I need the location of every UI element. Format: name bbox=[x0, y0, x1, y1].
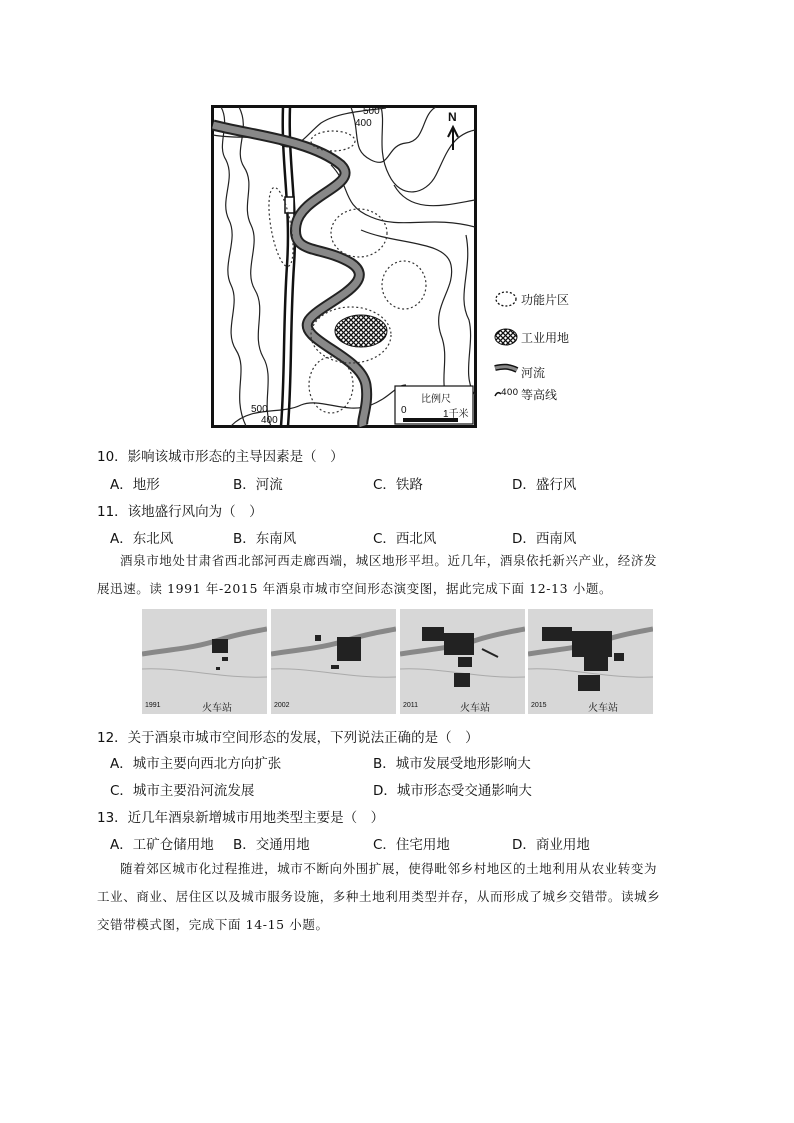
contour-label-bottom-400: 400 bbox=[261, 415, 278, 426]
evolution-panel-2015 bbox=[528, 609, 653, 714]
panel-station-1991: 火车站 bbox=[202, 703, 232, 714]
legend-river: 河流 bbox=[521, 366, 546, 380]
q11-stem: 11．该地盛行风向为（ ） bbox=[97, 504, 263, 520]
passage2-line2: 工业、商业、居住区以及城市服务设施，多种土地利用类型并存，从而形成了城乡交错带。读城乡 bbox=[97, 889, 661, 904]
legend-contour: 等高线 bbox=[521, 388, 558, 402]
q11-option-b[interactable]: B．东南风 bbox=[233, 531, 297, 547]
q11-option-c[interactable]: C．西北风 bbox=[373, 531, 437, 547]
q11-option-a[interactable]: A．东北风 bbox=[110, 531, 174, 547]
panel-year-1991: 1991 bbox=[145, 702, 161, 709]
station-icon bbox=[285, 197, 294, 213]
panel-year-2002: 2002 bbox=[274, 702, 290, 709]
q13-stem: 13．近几年酒泉新增城市用地类型主要是（ ） bbox=[97, 810, 385, 826]
legend-functional: 功能片区 bbox=[521, 293, 570, 307]
q11-option-d[interactable]: D．西南风 bbox=[512, 531, 577, 547]
scale-title: 比例尺 bbox=[421, 394, 451, 405]
map-legend bbox=[493, 288, 613, 408]
q10-option-a[interactable]: A．地形 bbox=[110, 477, 160, 493]
city-form-map bbox=[211, 105, 477, 428]
contour-label-top-400: 400 bbox=[355, 118, 372, 129]
q13-option-b[interactable]: B．交通用地 bbox=[233, 837, 310, 853]
passage1-line2: 展迅速。读 1991 年-2015 年酒泉市城市空间形态演变图，据此完成下面 12-13 小题。 bbox=[97, 581, 613, 596]
evolution-panel-2011 bbox=[400, 609, 525, 714]
q10-option-c[interactable]: C．铁路 bbox=[373, 477, 423, 493]
contour-label-top-500: 500 bbox=[363, 106, 380, 117]
evolution-panel-1991 bbox=[142, 609, 267, 714]
contour-label-bottom-500: 500 bbox=[251, 404, 268, 415]
q12-option-c[interactable]: C．城市主要沿河流发展 bbox=[110, 783, 255, 799]
dashed-ellipse-icon bbox=[496, 292, 516, 306]
panel-station-2011: 火车站 bbox=[460, 703, 490, 714]
q10-option-d[interactable]: D．盛行风 bbox=[512, 477, 577, 493]
crosshatch-ellipse-icon bbox=[495, 329, 517, 345]
legend-contour-value: 400 bbox=[501, 388, 519, 398]
scale-zero: 0 bbox=[401, 405, 407, 416]
panel-year-2011: 2011 bbox=[403, 702, 419, 709]
q10-stem: 10．影响该城市形态的主导因素是（ ） bbox=[97, 449, 344, 465]
q12-stem: 12．关于酒泉市城市空间形态的发展，下列说法正确的是（ ） bbox=[97, 730, 479, 746]
q12-option-b[interactable]: B．城市发展受地形影响大 bbox=[373, 756, 531, 772]
evolution-panel-2002 bbox=[271, 609, 396, 714]
panel-year-2015: 2015 bbox=[531, 702, 547, 709]
map-svg bbox=[211, 105, 477, 428]
scale-unit: 1千米 bbox=[443, 409, 469, 420]
q12-option-d[interactable]: D．城市形态受交通影响大 bbox=[373, 783, 532, 799]
industrial-land bbox=[335, 315, 387, 347]
passage2-line1: 随着郊区城市化过程推进，城市不断向外围扩展，使得毗邻乡村地区的土地利用从农业转变为 bbox=[120, 861, 658, 876]
panel-station-2015: 火车站 bbox=[588, 703, 618, 714]
q13-option-d[interactable]: D．商业用地 bbox=[512, 837, 590, 853]
passage2-line3: 交错带模式图，完成下面 14-15 小题。 bbox=[97, 917, 329, 932]
north-label: N bbox=[448, 110, 457, 124]
q13-option-c[interactable]: C．住宅用地 bbox=[373, 837, 450, 853]
q12-option-a[interactable]: A．城市主要向西北方向扩张 bbox=[110, 756, 282, 772]
passage1-line1: 酒泉市地处甘肃省西北部河西走廊西端，城区地形平坦。近几年，酒泉依托新兴产业，经济发 bbox=[120, 553, 658, 568]
legend-industrial: 工业用地 bbox=[521, 331, 570, 345]
q13-option-a[interactable]: A．工矿仓储用地 bbox=[110, 837, 214, 853]
q10-option-b[interactable]: B．河流 bbox=[233, 477, 283, 493]
